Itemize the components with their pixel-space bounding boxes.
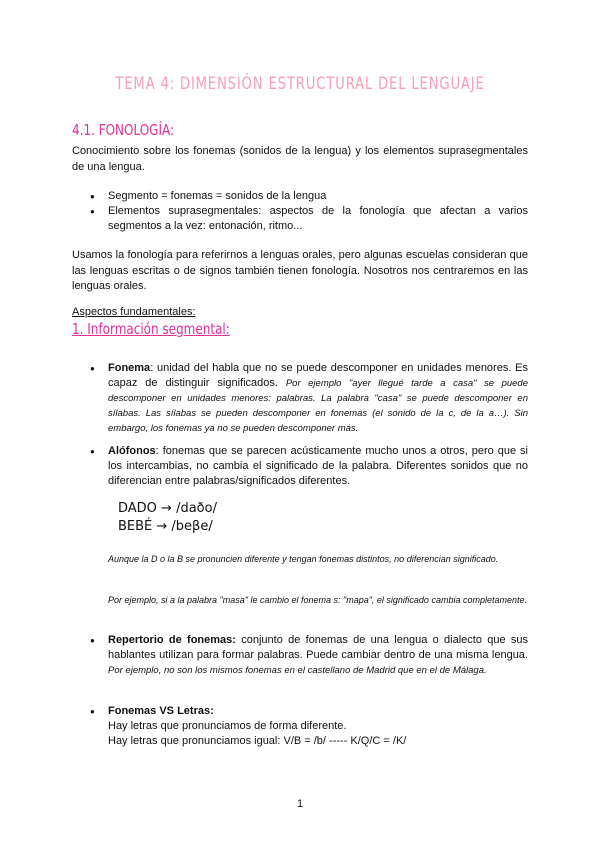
alofonos-definition: : fonemas que se parecen acústicamente mucho unos a otros, pero que si los intercambias, no cambia el significado de la palabra. Diferentes sonidos que no diferencian entre palabras/significados diferentes. [108, 445, 528, 487]
alofonos-item [90, 444, 528, 489]
repertorio-example: Por ejemplo, no son los mismos fonemas en el castellano de Madrid que en el de Málaga. [108, 665, 487, 676]
alofonos-example: Por ejemplo, si a la palabra "masa" le cambio el fonema s: "mapa", el significado cambia completamente. [108, 595, 527, 605]
bullet-dot: ● [90, 707, 95, 716]
section-heading: 4.1. FONOLOGÍA: [72, 121, 175, 139]
letras-term: Fonemas VS Letras: [108, 705, 214, 717]
letras-line-2: Hay letras que pronunciamos igual: V/B = /b/ ----- K/Q/C = /K/ [108, 735, 407, 747]
bullet-item: ● Segmento = fonemas = sonidos de la lengua [90, 189, 528, 204]
fonema-item [90, 361, 528, 436]
intro-bullet-list [90, 189, 528, 234]
alofonos-term: Alófonos [108, 445, 156, 457]
bullet-dot: ● [90, 364, 95, 373]
bullet-dot: ● [90, 636, 95, 645]
document-title: TEMA 4: DIMENSIÓN ESTRUCTURAL DEL LENGUAJE [115, 74, 485, 94]
fonema-example: Por ejemplo "ayer llegué tarde a casa" se puede descomponer en unidades menores: palabras. La palabra "casa" se puede descomponer en sílabas. Las sílabas se pueden descomponer en fonemas (el sonido de la c, de la a…). Sin embargo, los fonemas ya no se pueden descomponer más. [108, 378, 528, 434]
bullet-dot: ● [90, 447, 95, 456]
bullet-item: ● Elementos suprasegmentales: aspectos de la fonología que afectan a varios segmentos a la vez: entonación, ritmo... [90, 204, 528, 234]
transcription-bebe: BEBÉ → /beβe/ [118, 519, 213, 534]
alofonos-note: Aunque la D o la B se pronuncien diferente y tengan fonemas distintos, no diferencian significado. [108, 554, 499, 564]
transcription-examples [118, 500, 217, 536]
aspectos-label: Aspectos fundamentales: [72, 306, 196, 318]
repertorio-term: Repertorio de fonemas: [108, 634, 236, 646]
letras-item [90, 704, 528, 749]
repertorio-definition: conjunto de fonemas de una lengua o dialecto que sus hablantes utilizan para formar palabras. Puede cambiar dentro de una misma lengua. [108, 634, 528, 661]
oral-languages-paragraph: Usamos la fonología para referirnos a lenguas orales, pero algunas escuelas consideran que las lenguas escritas o de signos también tienen fonología. Nosotros nos centraremos en las lenguas orales. [72, 249, 528, 292]
intro-paragraph: Conocimiento sobre los fonemas (sonidos de la lengua) y los elementos suprasegmentales de una lengua. [72, 145, 528, 173]
fonema-definition: : unidad del habla que no se puede descomponer en unidades menores. Es capaz de distinguir significados. [108, 362, 528, 389]
transcription-dado: DADO → /daðo/ [118, 501, 217, 516]
fonema-term: Fonema [108, 362, 151, 374]
page-number: 1 [296, 798, 304, 810]
letras-line-1: Hay letras que pronunciamos de forma diferente. [108, 720, 347, 732]
repertorio-item [90, 633, 528, 678]
subsection-heading: 1. Información segmental: [72, 320, 230, 338]
